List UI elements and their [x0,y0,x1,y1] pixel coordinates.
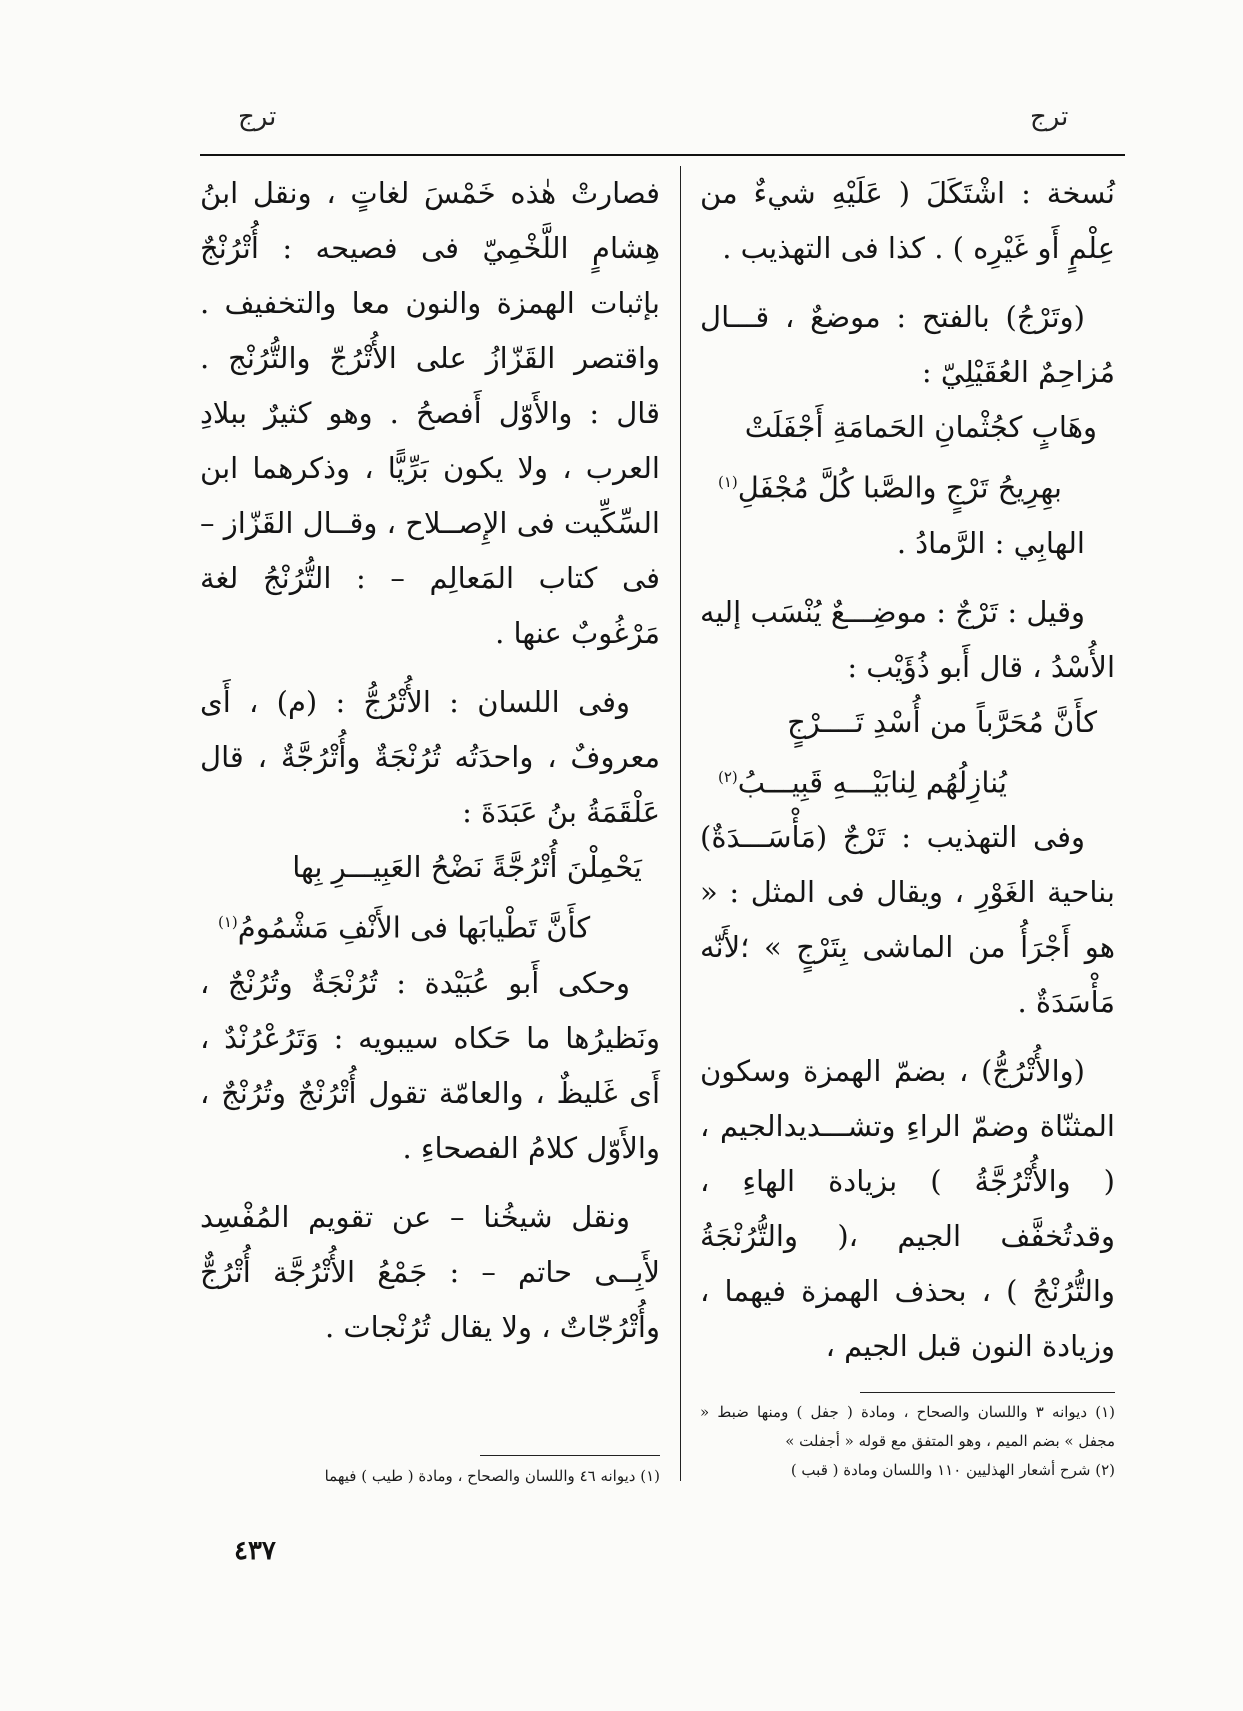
right-footnote-rule [860,1392,1115,1393]
right-para-utruj: (والأُتْرُجُّ) ، بضمّ الهمزة وسكون المثنّاة وضمّ الراءِ وتشـــديدالجيم ، ( والأُتْرُجَّةُ ) بزيادة الهاءِ ، وقدتُخفَّف الجيم ،( والتُّرُنْجَةُ والتُّرُنْجُ ) ، بحذف الهمزة فيهما ، وزيادة النون قبل الجيم ، [700,1054,1115,1364]
running-head-left: ترج [238,102,277,132]
left-para-2: وفى اللسان : الأُتْرُجُّ : (م) ، أَى معروفٌ ، واحدَتُه تُرُنْجَةٌ وأُتْرُجَّةٌ ، قال عَلْقَمَةُ بنُ عَبَدَةَ : [200,685,660,829]
verse2-hemistich-a: كأَنَّ مُحَرَّباً من أُسْدِ تَــــرْجٍ [787,704,1097,739]
left-verse-hemistich-b [200,895,660,956]
right-footnote-1: (١) ديوانه ٣ واللسان والصحاح ، ومادة ( جفل ) ومنها ضبط « مجفل » بضم الميم ، وهو المتفق مع قوله « أجفلت » [700,1403,1115,1450]
left-footnotes [200,1462,660,1491]
header-rule [200,154,1125,156]
running-head-right: ترج [1030,102,1069,132]
left-footnote-1: (١) ديوانه ٤٦ واللسان والصحاح ، ومادة ( طيب ) فيهما [324,1467,660,1485]
right-para-tahdhib: وفى التهذيب : تَرْجٌ (مَأْسَـــدَةٌ) بناحية الغَوْرِ ، ويقال فى المثل : « هو أَجْرَأُ من الماشى بِتَرْجٍ » ؛لأَنّه مَأْسَدَةٌ . [700,820,1115,1020]
right-footnotes [700,1398,1115,1485]
verse1-hemistich-b-text: بهِرِيحُ تَرْجٍ والصَّبا كُلَّ مُجْفَلِ [737,470,1062,505]
verse1-hemistich-a: وهَابٍ كجُثْمانِ الحَمامَةِ أَجْفَلَتْ [744,410,1097,444]
left-para-4: ونقل شيخُنا – عن تقويم المُفْسِد لأَبِــى حاتم – : جَمْعُ الأُتْرُجَّة أُتْرُجٌّ وأُتْرُجّاتٌ ، ولا يقال تُرُنْجات . [200,1199,660,1344]
verse1-footnote-mark: (١) [718,473,738,491]
right-column [700,166,1115,1374]
right-footnote-2: (٢) شرح أشعار الهذليين ١١٠ واللسان ومادة ( قبب ) [790,1461,1115,1479]
left-verse-hemistich-a: يَحْمِلْنَ أُتْرُجَّةً نَضْحُ العَبِيـــرِ بِها [292,850,642,884]
right-para-qil: وقيل : تَرْجٌ : موضِـــعٌ يُنْسَب إليه الأُسْدُ ، قال أَبو ذُؤَيْب : [700,594,1115,684]
verse2-hemistich-b-text: يُنازِلُهُم لِنابَيْـــهِ قَبِيـــبُ [737,765,1007,800]
right-para-habi: الهابِي : الرَّمادُ . [896,525,1085,560]
verse2-hemistich-b [700,750,1115,811]
page-number: ٤٣٧ [234,1536,276,1566]
left-para-1: فصارتْ هٰذه خَمْسَ لغاتٍ ، ونقل ابنُ هِشامٍ اللَّخْمِيّ فى فصيحه : أُتْرُنْجٌ بإثبات الهمزة والنون معا والتخفيف . واقتصر القَزّازُ على الأُتْرُجّ والتُّرُنْج . قال : والأَوّل أَفصحُ . وهو كثيرٌ ببلادِ العرب ، ولا يكون بَرِّيًّا ، وذكرهما ابن السِّكِّيت فى الإِصــلاح ، وقــال القَزّاز – فى كتاب المَعالِم – : التُّرُنْجُ لغة مَرْغُوبٌ عنها . [200,176,660,650]
column-divider [680,166,681,1481]
left-footnote-rule [480,1455,660,1456]
left-verse-footnote-mark: (١) [218,913,238,931]
right-para-1: نُسخة : اشْتَكَلَ ( عَلَيْهِ شيءٌ من عِلْمٍ أَو غَيْرِه ) . كذا فى التهذيب . [700,176,1115,265]
left-column [200,166,660,1355]
verse2-footnote-mark: (٢) [718,767,738,786]
left-verse-hemistich-b-text: كأَنَّ تَطْيابَها فى الأَنْفِ مَشْمُومُ [237,910,591,945]
left-para-3: وحكى أَبو عُبَيْدة : تُرُنْجَةٌ وتُرُنْجٌ ، ونَظيرُها ما حَكاه سيبويه : وَتَرُعْرُنْدٌ ، أَى غَليظٌ ، والعامّة تقول أُتْرُنْجٌ وتُرُنْجٌ ، والأَوّل كلامُ الفصحاءِ . [200,965,660,1165]
right-para-2: (وتَرْجُ) بالفتح : موضعٌ ، قـــال مُزاحِمٌ العُقَيْلِيّ : [700,300,1115,389]
verse1-hemistich-b [700,455,1115,516]
